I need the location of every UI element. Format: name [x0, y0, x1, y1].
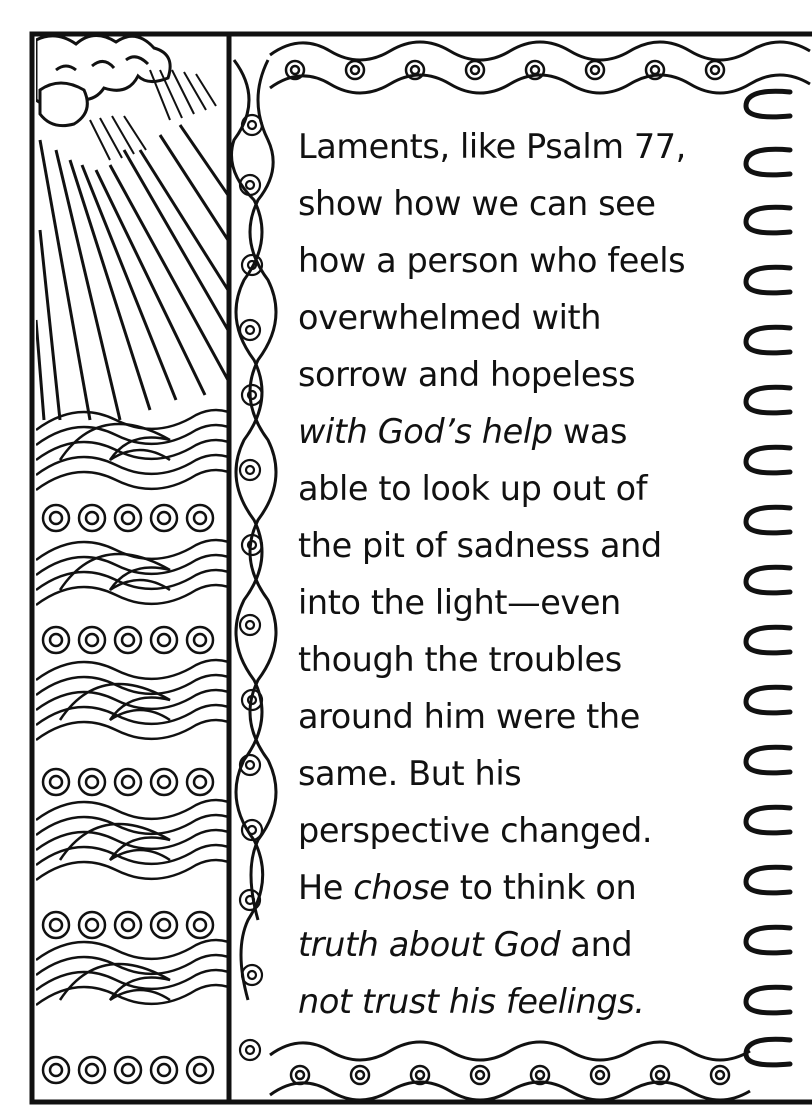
passage-line-8	[298, 517, 738, 574]
passage-line-4	[298, 289, 738, 346]
passage-emphasis: truth about God	[298, 925, 561, 964]
wave-swirls	[43, 505, 213, 1083]
passage-text: sorrow and hopeless	[298, 355, 636, 394]
top-swirl-border	[270, 42, 810, 93]
passage-line-10	[298, 631, 738, 688]
passage-line-7	[298, 460, 738, 517]
passage-text: into the light—even	[298, 583, 621, 622]
passage-line-11	[298, 688, 738, 745]
passage-line-16	[298, 973, 738, 1030]
passage-line-13	[298, 802, 738, 859]
lament-passage	[298, 118, 738, 1030]
passage-text: He	[298, 868, 354, 907]
passage-text: same. But his	[298, 754, 522, 793]
passage-line-14	[298, 859, 738, 916]
passage-emphasis: not trust his feelings.	[298, 982, 645, 1021]
passage-line-15	[298, 916, 738, 973]
bottom-swirl-border	[270, 1042, 750, 1100]
passage-text: the pit of sadness and	[298, 526, 662, 565]
left-illustration-panel	[36, 35, 236, 1083]
passage-line-3	[298, 232, 738, 289]
passage-text: Laments, like Psalm 77,	[298, 127, 686, 166]
passage-line-6	[298, 403, 738, 460]
passage-text: was	[552, 412, 628, 451]
passage-text: overwhelmed with	[298, 298, 602, 337]
passage-text: how a person who feels	[298, 241, 686, 280]
sun-rays	[36, 125, 228, 420]
passage-line-1	[298, 118, 738, 175]
passage-line-12	[298, 745, 738, 802]
spiral-binding-icon	[746, 91, 790, 1065]
passage-emphasis: chose	[353, 868, 450, 907]
passage-text: show how we can see	[298, 184, 656, 223]
cloud-icon	[36, 35, 170, 125]
passage-text: able to look up out of	[298, 469, 648, 508]
passage-line-9	[298, 574, 738, 631]
passage-emphasis: with God’s help	[298, 412, 553, 451]
passage-text: to think on	[449, 868, 637, 907]
passage-line-5	[298, 346, 738, 403]
vertical-swirl-border	[232, 60, 277, 1000]
passage-text: around him were the	[298, 697, 640, 736]
passage-text: though the troubles	[298, 640, 622, 679]
passage-text: and	[560, 925, 633, 964]
passage-text: perspective changed.	[298, 811, 653, 850]
passage-line-2	[298, 175, 738, 232]
